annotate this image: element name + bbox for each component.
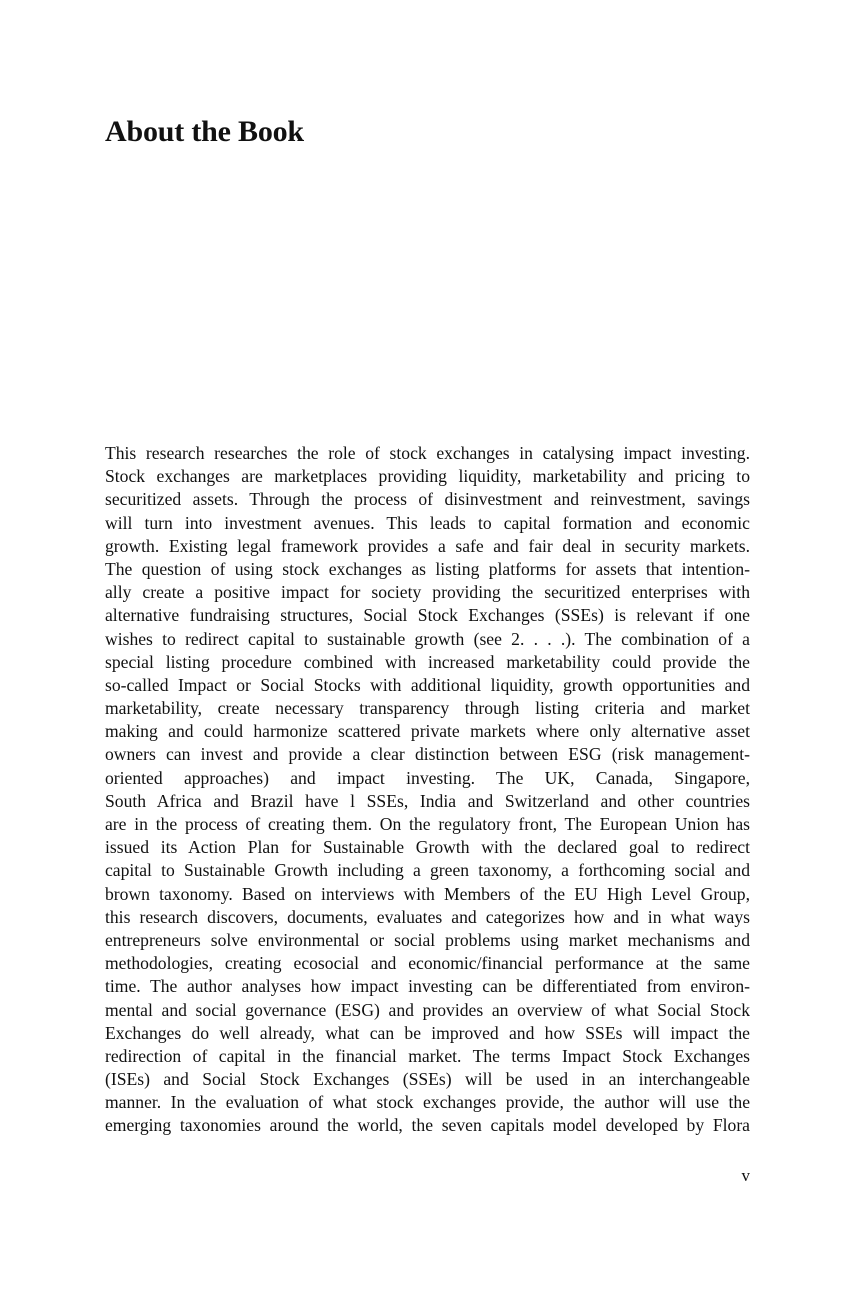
text-line: methodologies, creating ecosocial and economic/financial performance at the same: [105, 953, 750, 974]
text-line: are in the process of creating them. On the regulatory front, The European Union has: [105, 814, 750, 834]
text-line: issued its Action Plan for Sustainable Growth with the declared goal to redirect: [105, 837, 750, 858]
text-line: redirection of capital in the financial market. The terms Impact Stock Exchanges: [105, 1045, 750, 1066]
text-line: manner. In the evaluation of what stock exchanges provide, the author will use the: [105, 1092, 750, 1113]
text-line: brown taxonomy. Based on interviews with Members of the EU High Level Group,: [105, 883, 750, 904]
text-line: emerging taxonomies around the world, the seven capitals model developed by Flora: [105, 1115, 750, 1136]
text-line: This research researches the role of stock exchanges in catalysing impact investing.: [105, 443, 750, 463]
text-line: (ISEs) and Social Stock Exchanges (SSEs) will be used in an interchangeable: [105, 1069, 750, 1090]
text-line: securitized assets. Through the process of disinvestment and reinvestment, savings: [105, 489, 750, 510]
text-line: oriented approaches) and impact investing. The UK, Canada, Singapore,: [105, 767, 750, 788]
text-line: time. The author analyses how impact investing can be differentiated from environ-: [105, 976, 750, 997]
text-line: owners can invest and provide a clear distinction between ESG (risk management-: [105, 744, 750, 765]
text-line: mental and social governance (ESG) and provides an overview of what Social Stock: [105, 999, 750, 1020]
text-line: capital to Sustainable Growth including a green taxonomy, a forthcoming social and: [105, 860, 750, 881]
page-title: About the Book: [105, 115, 304, 148]
text-line: South Africa and Brazil have l SSEs, India and Switzerland and other countries: [105, 790, 750, 811]
text-line: The question of using stock exchanges as listing platforms for assets that intention-: [105, 558, 750, 579]
text-line: Stock exchanges are marketplaces providing liquidity, marketability and pricing to: [105, 466, 750, 487]
page-number: v: [741, 1166, 750, 1185]
text-line: making and could harmonize scattered private markets where only alternative asset: [105, 721, 750, 742]
text-line: so-called Impact or Social Stocks with additional liquidity, growth opportunities and: [105, 674, 750, 695]
text-line: marketability, create necessary transparency through listing criteria and market: [105, 698, 750, 719]
body-paragraph: [105, 442, 750, 1138]
text-line: entrepreneurs solve environmental or social problems using market mechanisms and: [105, 929, 750, 950]
text-line: Exchanges do well already, what can be improved and how SSEs will impact the: [105, 1022, 750, 1043]
text-line: special listing procedure combined with increased marketability could provide the: [105, 651, 750, 672]
text-line: this research discovers, documents, evaluates and categorizes how and in what ways: [105, 906, 750, 927]
text-line: will turn into investment avenues. This leads to capital formation and economic: [105, 512, 750, 533]
text-line: ally create a positive impact for society providing the securitized enterprises with: [105, 582, 750, 603]
text-line: wishes to redirect capital to sustainable growth (see 2. . . .). The combination of a: [105, 628, 750, 649]
text-line: alternative fundraising structures, Social Stock Exchanges (SSEs) is relevant if one: [105, 605, 750, 626]
text-line: growth. Existing legal framework provides a safe and fair deal in security markets.: [105, 535, 750, 556]
